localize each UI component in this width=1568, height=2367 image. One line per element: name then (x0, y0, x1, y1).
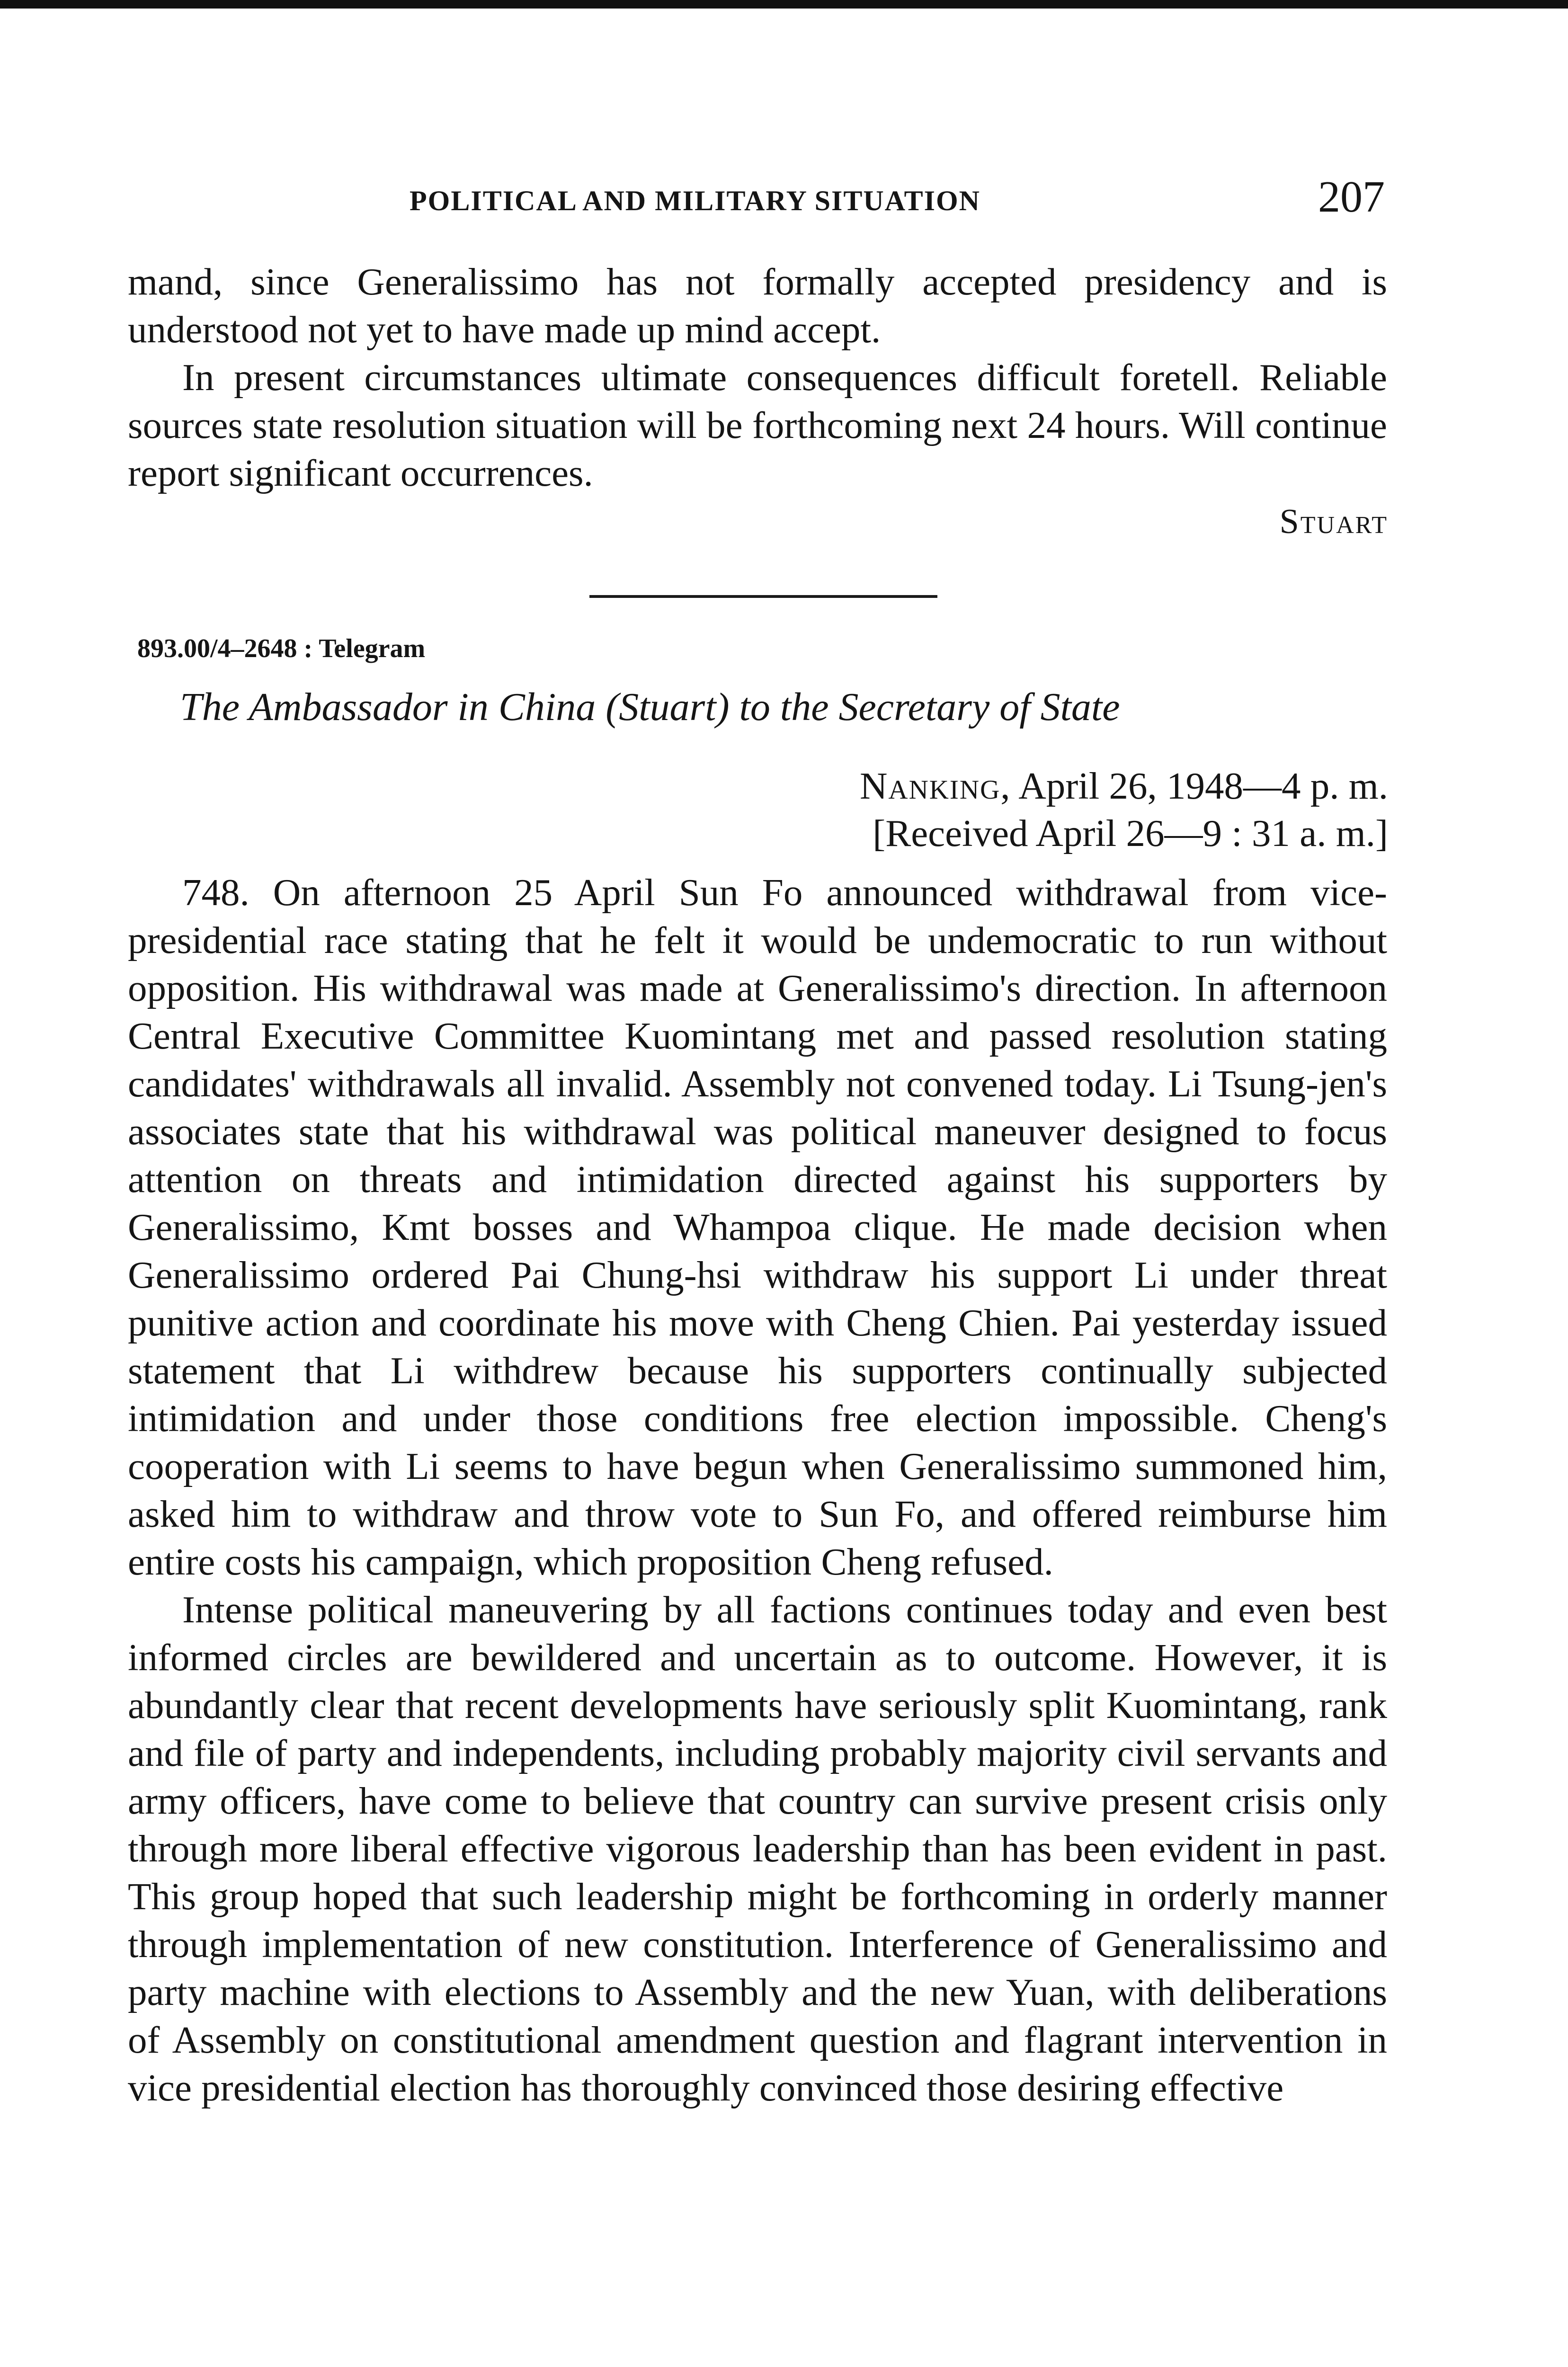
running-head: POLITICAL AND MILITARY SITUATION (410, 185, 980, 216)
body-paragraph: Intense political maneuvering by all factions continues today and even best informed circles are bewildered and uncertain as to outcome. However, it is abundantly clear that recent developments have seriously split Kuomintang, rank and file of party and independents, including probably majority civil servants and army officers, have come to believe that country can survive present crisis only through more liberal effective vigorous leadership than has been evident in past. This group hoped that such leadership might be forthcoming in orderly manner through implementation of new constitution. Interference of Generalissimo and party machine with elections to Assembly and the new Yuan, with deliberations of Assembly on constitutional amendment question and flagrant intervention in vice presidential election has thoroughly convinced those desiring effective (128, 1588, 1387, 2109)
continuation-paragraph: In present circumstances ultimate consequences difficult foretell. Reliable sources state resolution situation will be forthcoming next 24 hours. Will continue report significant occurrences. (128, 356, 1387, 494)
received-line: [Received April 26—9 : 31 a. m.] (873, 812, 1388, 854)
body-paragraph: 748. On afternoon 25 April Sun Fo announced withdrawal from vice-presidential race stating that he felt it would be undemocratic to run without opposition. His withdrawal was made at Generalissimo's direction. In afternoon Central Executive Committee Kuomintang met and passed resolution stating candidates' withdrawals all invalid. Assembly not convened today. Li Tsung-jen's associates state that his withdrawal was political maneuver designed to focus attention on threats and intimidation directed against his supporters by Generalissimo, Kmt bosses and Whampoa clique. He made decision when Generalissimo ordered Pai Chung-hsi withdraw his support Li under threat punitive action and coordinate his move with Cheng Chien. Pai yesterday issued statement that Li withdrew because his supporters continually subjected intimidation and under those conditions free election impossible. Cheng's cooperation with Li seems to have begun when Generalissimo summoned him, asked him to withdraw and throw vote to Sun Fo, and offered reimburse him entire costs his campaign, which proposition Cheng refused. (128, 871, 1387, 1583)
dateline-date: April 26, 1948—4 p. m. (1018, 765, 1388, 807)
signature: Stuart (1279, 502, 1388, 541)
continuation-text (128, 258, 1387, 497)
scan-top-edge (0, 0, 1568, 9)
file-number: 893.00/4–2648 : Telegram (137, 634, 426, 663)
telegram-body (128, 869, 1387, 2112)
continuation-paragraph: mand, since Generalissimo has not formally accepted presidency and is understood not yet to have made up mind accept. (128, 260, 1387, 351)
document-heading: The Ambassador in China (Stuart) to the Secretary of State (180, 685, 1120, 729)
dateline (860, 762, 1388, 857)
dateline-place: Nanking, (859, 765, 1011, 807)
section-divider (589, 595, 937, 598)
page-header (140, 172, 1390, 233)
page-number: 207 (1318, 172, 1385, 222)
